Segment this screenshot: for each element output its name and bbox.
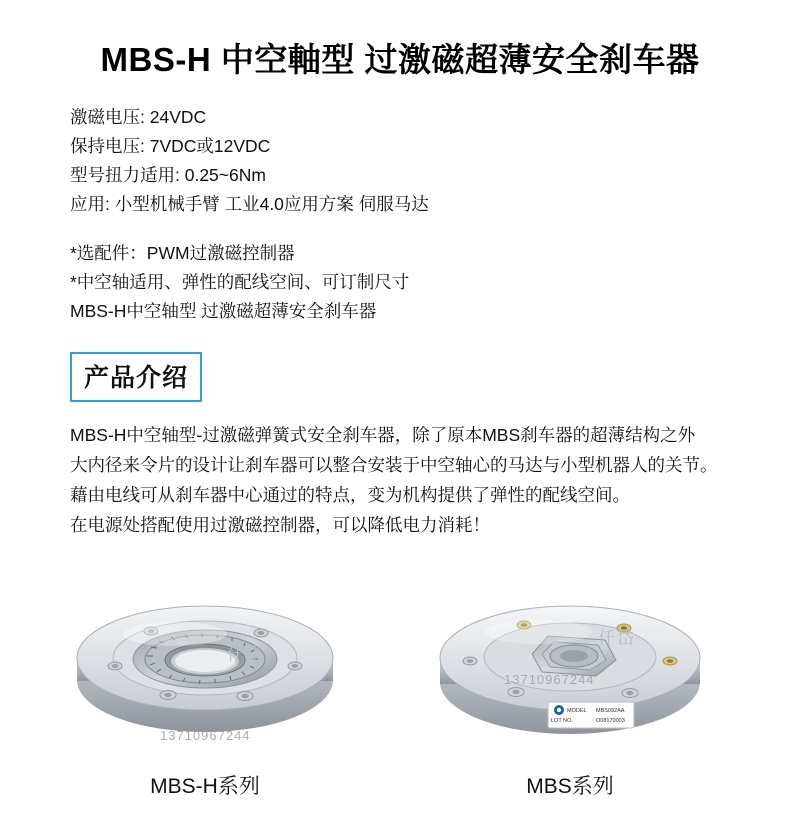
svg-text:MBS092AA: MBS092AA [596, 708, 625, 714]
note-item: *选配件：PWM过激磁控制器 [70, 243, 295, 263]
product-card-mbs-h [55, 562, 355, 800]
product-gallery [0, 562, 800, 822]
product-caption: MBS-H系列 [150, 775, 260, 798]
watermark-phone: 13710967244 [160, 728, 251, 743]
product-image-mbs-h [55, 562, 355, 762]
intro-line: 藉由电线可从刹车器中心通过的特点，变为机构提供了弹性的配线空间。 [70, 485, 630, 505]
spec-item: 应用: 小型机械手臂 工业4.0应用方案 伺服马达 [70, 194, 429, 214]
page-title: MBS-H 中空軸型 过激磁超薄安全刹车器 [100, 41, 700, 78]
mbs-h-illustration [55, 562, 355, 762]
spec-list [70, 103, 800, 219]
note-list [70, 239, 800, 326]
product-page [0, 34, 800, 834]
intro-paragraphs [70, 420, 750, 540]
watermark-phone: 13710967244 [504, 672, 595, 687]
section-heading: 产品介绍 [70, 352, 202, 402]
product-card-mbs [420, 562, 720, 800]
watermark-brand: 仟岱 [227, 645, 265, 664]
watermark-brand: 仟岱 [598, 629, 636, 648]
product-label [548, 702, 634, 728]
product-caption: MBS系列 [526, 775, 614, 798]
svg-text:LOT NO.: LOT NO. [551, 718, 573, 724]
product-image-mbs [420, 562, 720, 762]
note-item: *中空轴适用、弹性的配线空间、可订制尺寸 [70, 272, 410, 292]
spec-item: 激磁电压: 24VDC [70, 107, 207, 127]
intro-line: 在电源处搭配使用过激磁控制器，可以降低电力消耗！ [70, 515, 490, 535]
intro-line: 大内径来令片的设计让刹车器可以整合安装于中空轴心的马达与小型机器人的关节。 [70, 455, 718, 475]
spec-item: 型号扭力适用: 0.25~6Nm [70, 165, 266, 185]
spec-item: 保持电压: 7VDC或12VDC [70, 136, 271, 156]
mbs-illustration [420, 562, 720, 762]
note-item: MBS-H中空轴型 过激磁超薄安全刹车器 [70, 301, 377, 321]
svg-text:O08170003: O08170003 [596, 718, 625, 724]
svg-text:MODEL: MODEL [567, 708, 587, 714]
section-heading-wrap [0, 326, 800, 402]
intro-line: MBS-H中空轴型-过激磁弹簧式安全刹车器，除了原本MBS刹车器的超薄结构之外 [70, 425, 696, 445]
